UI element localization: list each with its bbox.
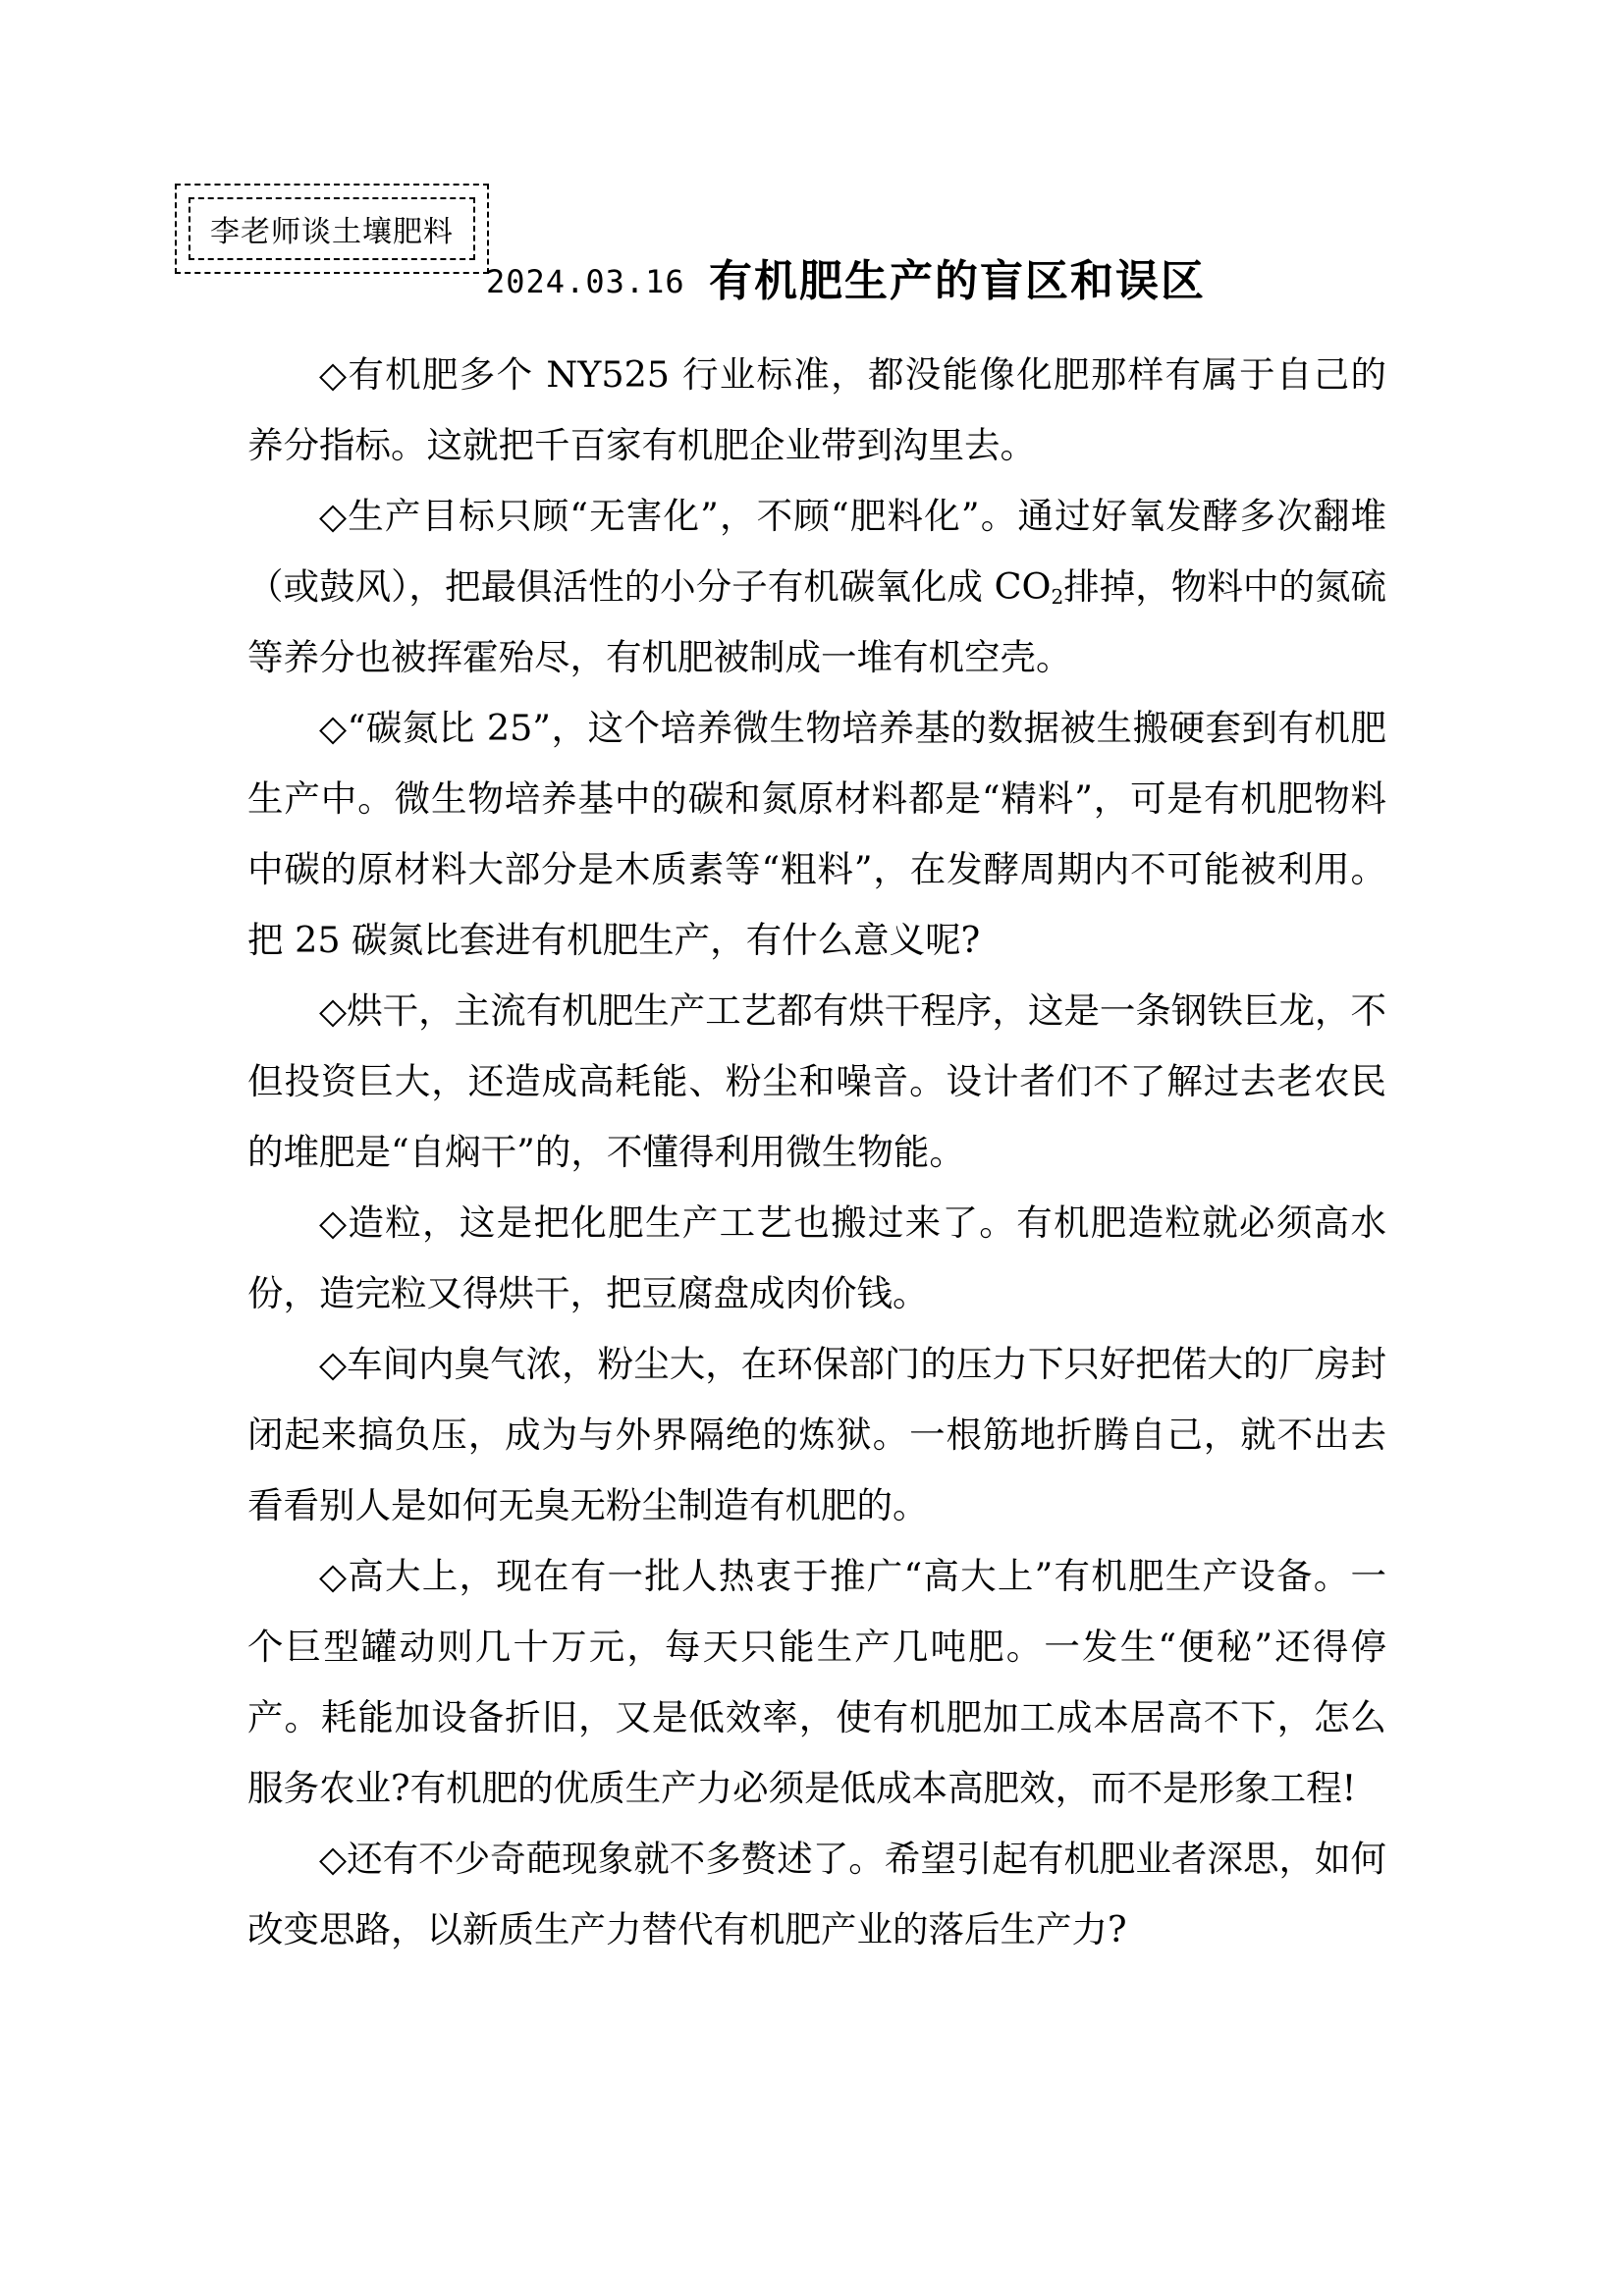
article-title: 有机肥生产的盲区和误区	[709, 256, 1206, 306]
paragraph-granulation: ◇造粒，这是把化肥生产工艺也搬过来了。有机肥造粒就必须高水份，造完粒又得烘干，把豆腐盘成肉价钱。	[247, 1201, 1386, 1314]
publish-date: 2024.03.16	[486, 263, 685, 300]
paragraph-harmless	[247, 481, 1386, 693]
paragraph-conclusion: ◇还有不少奇葩现象就不多赘述了。希望引起有机肥业者深思，如何改变思路，以新质生产力替代有机肥产业的落后生产力?	[247, 1838, 1386, 1950]
column-label: 李老师谈土壤肥料	[210, 215, 454, 249]
article-body	[247, 340, 1386, 1965]
paragraph-standards: ◇有机肥多个 NY525 行业标准，都没能像化肥那样有属于自己的养分指标。这就把千百家有机肥企业带到沟里去。	[247, 353, 1386, 466]
column-label-box	[175, 184, 489, 274]
column-label-inner-frame	[189, 197, 475, 260]
paragraph-harmless-text-before: ◇生产目标只顾“无害化”，不顾“肥料化”。通过好氧发酵多次翻堆（或鼓风），把最俱活性的小分子有机碳氧化成 CO	[247, 495, 1386, 608]
paragraph-harmless-text-after: 排掉，物料中的氮硫等养分也被挥霍殆尽，有机肥被制成一堆有机空壳。	[247, 565, 1387, 678]
paragraph-drying: ◇烘干，主流有机肥生产工艺都有烘干程序，这是一条钢铁巨龙，不但投资巨大，还造成高耗能、粉尘和噪音。设计者们不了解过去老农民的堆肥是“自焖干”的，不懂得利用微生物能。	[247, 989, 1386, 1173]
paragraph-high-end: ◇高大上，现在有一批人热衷于推广“高大上”有机肥生产设备。一个巨型罐动则几十万元，每天只能生产几吨肥。一发生“便秘”还得停产。耗能加设备折旧，又是低效率，使有机肥加工成本居高不下，怎么服务农业?有机肥的优质生产力必须是低成本高肥效，而不是形象工程!	[247, 1555, 1386, 1809]
paragraph-workshop: ◇车间内臭气浓，粉尘大，在环保部门的压力下只好把偌大的厂房封闭起来搞负压，成为与外界隔绝的炼狱。一根筋地折腾自己，就不出去看看别人是如何无臭无粉尘制造有机肥的。	[247, 1343, 1386, 1526]
paragraph-cn-ratio: ◇“碳氮比 25”，这个培养微生物培养基的数据被生搬硬套到有机肥生产中。微生物培养基中的碳和氮原材料都是“精料”，可是有机肥物料中碳的原材料大部分是木质素等“粗料”，在发酵周期内不可能被利用。把 25 碳氮比套进有机肥生产，有什么意义呢?	[247, 707, 1386, 961]
co2-subscript: 2	[1051, 585, 1064, 610]
